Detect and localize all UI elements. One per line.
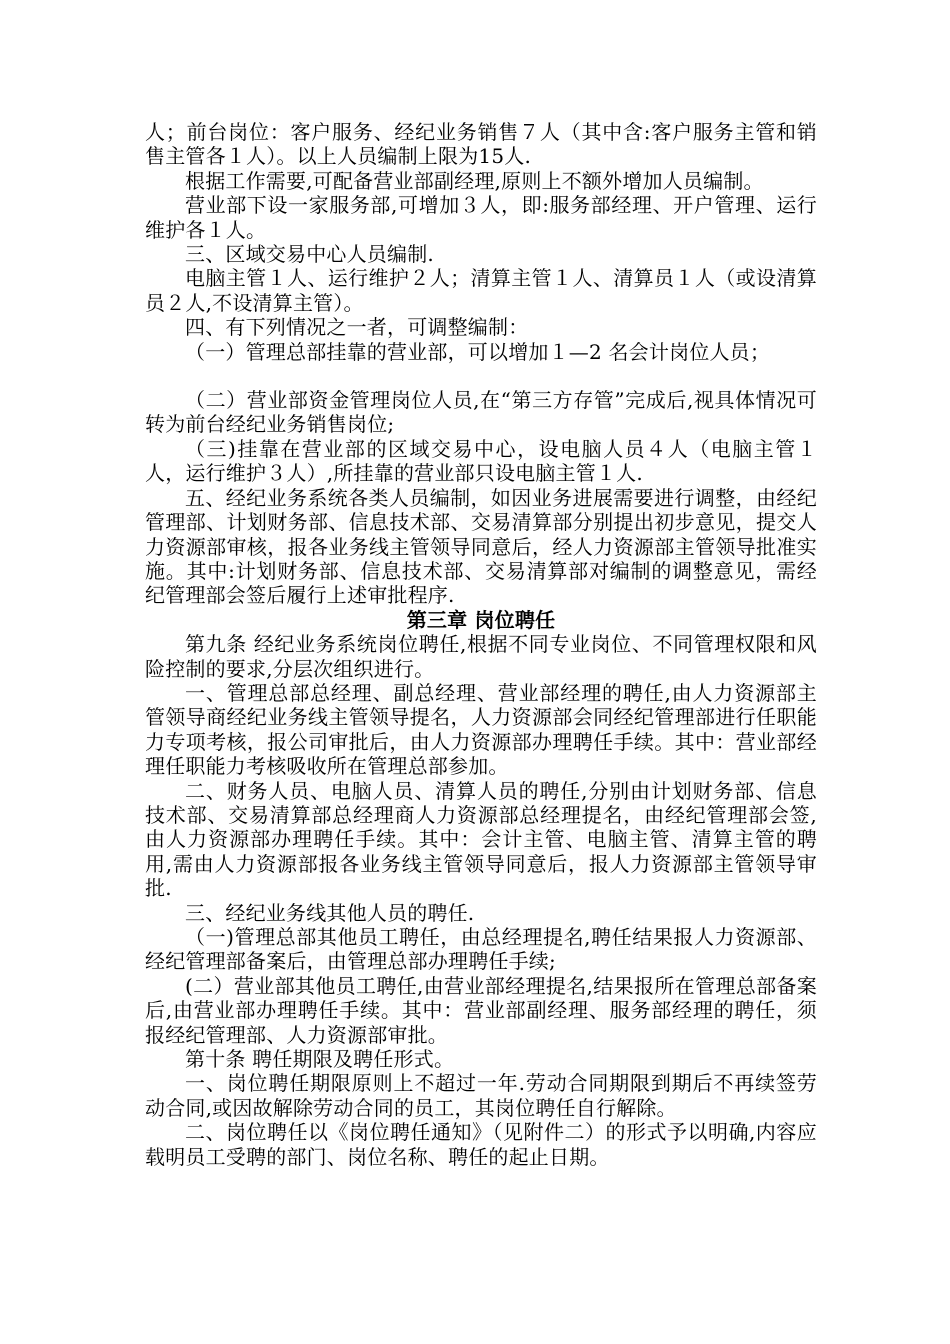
paragraph: 二、岗位聘任以《岗位聘任通知》（见附件二）的形式予以明确,内容应载明员工受聘的部门、岗位名称、聘任的起止日期。 <box>145 1120 817 1169</box>
paragraph: 一、岗位聘任期限原则上不超过一年.劳动合同期限到期后不再续签劳动合同,或因故解除劳动合同的员工，其岗位聘任自行解除。 <box>145 1071 817 1120</box>
paragraph: 根据工作需要,可配备营业部副经理,原则上不额外增加人员编制。 <box>185 168 764 193</box>
paragraph: 营业部下设一家服务部,可增加３人，即:服务部经理、开户管理、运行维护各１人。 <box>145 193 817 242</box>
paragraph: 人；前台岗位：客户服务、经纪业务销售７人（其中含:客户服务主管和销售主管各１人）。以上人员编制上限为15人. <box>145 120 817 169</box>
paragraph: 五、经纪业务系统各类人员编制，如因业务进展需要进行调整，由经纪管理部、计划财务部、信息技术部、交易清算部分别提出初步意见，提交人力资源部审核，报各业务线主管领导同意后，经人力资源部主管领导批准实施。其中:计划财务部、信息技术部、交易清算部对编制的调整意见，需经纪管理部会签后履行上述审批程序. <box>145 485 817 608</box>
chapter-heading: 第三章 岗位聘任 <box>406 607 556 632</box>
paragraph: 电脑主管１人、运行维护２人；清算主管１人、清算员１人（或设清算员２人,不设清算主管）。 <box>145 266 817 315</box>
paragraph: 一、管理总部总经理、副总经理、营业部经理的聘任,由人力资源部主管领导商经纪业务线主管领导提名，人力资源部会同经纪管理部进行任职能力专项考核，报公司审批后，由人力资源部办理聘任手续。其中：营业部经理任职能力考核吸收所在管理总部参加。 <box>145 680 817 779</box>
paragraph: 三、区域交易中心人员编制. <box>185 242 434 267</box>
paragraph: 第九条 经纪业务系统岗位聘任,根据不同专业岗位、不同管理权限和风险控制的要求,分层次组织进行。 <box>145 632 817 681</box>
document-page <box>145 120 817 1169</box>
paragraph: （一）管理总部挂靠的营业部，可以增加１—2 名会计岗位人员； <box>185 339 771 364</box>
paragraph: （三)挂靠在营业部的区域交易中心，设电脑人员４人（电脑主管１人，运行维护３人）,所挂靠的营业部只设电脑主管１人. <box>145 436 817 486</box>
paragraph: 第十条 聘任期限及聘任形式。 <box>185 1047 455 1072</box>
paragraph: (二）营业部其他员工聘任,由营业部经理提名,结果报所在管理总部备案后,由营业部办理聘任手续。其中：营业部副经理、服务部经理的聘任，须报经纪管理部、人力资源部审批。 <box>145 973 817 1047</box>
paragraph: 二、财务人员、电脑人员、清算人员的聘任,分别由计划财务部、信息技术部、交易清算部总经理商人力资源部总经理提名，由经纪管理部会签,由人力资源部办理聘任手续。其中：会计主管、电脑主管、清算主管的聘用,需由人力资源部报各业务线主管领导同意后，报人力资源部主管领导审批. <box>145 778 817 901</box>
paragraph: 三、经纪业务线其他人员的聘任. <box>185 900 475 925</box>
paragraph: （二）营业部资金管理岗位人员,在“第三方存管”完成后,视具体情况可转为前台经纪业务销售岗位; <box>145 388 817 437</box>
paragraph: 四、有下列情况之一者，可调整编制： <box>185 315 529 340</box>
paragraph: （一)管理总部其他员工聘任，由总经理提名,聘任结果报人力资源部、经纪管理部备案后，由管理总部办理聘任手续; <box>145 925 817 974</box>
